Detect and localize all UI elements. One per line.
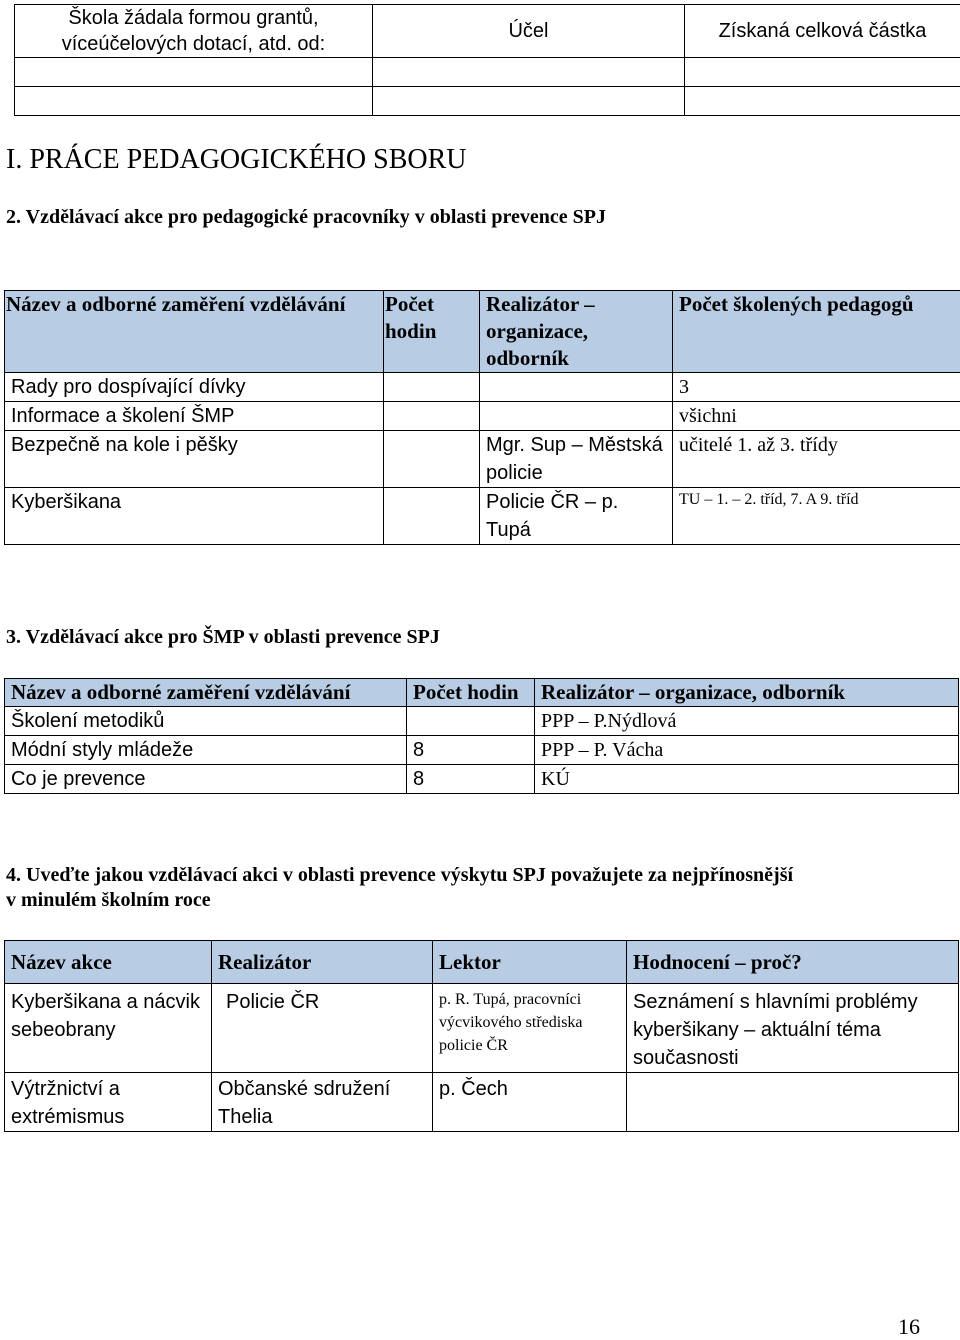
table-row bbox=[5, 707, 959, 736]
grants-header-purpose: Účel bbox=[373, 5, 685, 58]
section2-table bbox=[4, 290, 960, 545]
section2-cell-hours bbox=[384, 488, 480, 545]
section3-cell-name: Co je prevence bbox=[5, 765, 407, 794]
table-row bbox=[5, 488, 960, 545]
section4-cell-evaluation bbox=[627, 1073, 959, 1132]
section3-cell-name: Školení metodiků bbox=[5, 707, 407, 736]
grants-header-row bbox=[15, 5, 960, 58]
section2-title: 2. Vzdělávací akce pro pedagogické pracovníky v oblasti prevence SPJ bbox=[6, 206, 606, 229]
page-number: 16 bbox=[898, 1314, 920, 1340]
table-row bbox=[5, 431, 960, 488]
section3-cell-name: Módní styly mládeže bbox=[5, 736, 407, 765]
section3-table bbox=[4, 678, 959, 794]
section2-cell-count: učitelé 1. až 3. třídy bbox=[673, 431, 960, 488]
grants-cell bbox=[15, 58, 373, 87]
section4-cell-lecturer: p. R. Tupá, pracovníci výcvikového střediska policie ČR bbox=[433, 984, 627, 1073]
section2-header-provider: Realizátor – organizace, odborník bbox=[480, 291, 673, 373]
section2-cell-name: Rady pro dospívající dívky bbox=[5, 373, 384, 402]
section2-cell-provider bbox=[480, 373, 673, 402]
section2-cell-count: všichni bbox=[673, 402, 960, 431]
section2-cell-count: TU – 1. – 2. tříd, 7. A 9. tříd bbox=[673, 488, 960, 545]
section4-cell-provider: Občanské sdružení Thelia bbox=[212, 1073, 433, 1132]
section2-cell-provider: Policie ČR – p. Tupá bbox=[480, 488, 673, 545]
table-row bbox=[5, 1073, 959, 1132]
grants-header-source: Škola žádala formou grantů, víceúčelových dotací, atd. od: bbox=[15, 5, 373, 58]
section4-cell-name: Kyberšikana a nácvik sebeobrany bbox=[5, 984, 212, 1073]
section3-cell-provider: PPP – P.Nýdlová bbox=[535, 707, 959, 736]
section2-cell-name: Kyberšikana bbox=[5, 488, 384, 545]
section3-cell-hours: 8 bbox=[407, 765, 535, 794]
section3-header-provider: Realizátor – organizace, odborník bbox=[535, 679, 959, 707]
table-row bbox=[15, 87, 960, 116]
section4-header-provider: Realizátor bbox=[212, 941, 433, 984]
section4-title-line1: 4. Uveďte jakou vzdělávací akci v oblasti prevence výskytu SPJ považujete za nejpřínosnější bbox=[6, 864, 793, 887]
section2-header-hours: Počet hodin bbox=[384, 291, 480, 373]
table-row bbox=[5, 402, 960, 431]
table-row bbox=[5, 373, 960, 402]
table-row bbox=[5, 984, 959, 1073]
section4-header-name: Název akce bbox=[5, 941, 212, 984]
section2-cell-provider bbox=[480, 402, 673, 431]
section3-header-hours: Počet hodin bbox=[407, 679, 535, 707]
grants-cell bbox=[373, 87, 685, 116]
section3-cell-provider: KÚ bbox=[535, 765, 959, 794]
section4-title-line2: v minulém školním roce bbox=[6, 889, 211, 912]
section3-title: 3. Vzdělávací akce pro ŠMP v oblasti prevence SPJ bbox=[6, 626, 440, 649]
section2-cell-hours bbox=[384, 373, 480, 402]
section4-cell-lecturer: p. Čech bbox=[433, 1073, 627, 1132]
section4-cell-evaluation: Seznámení s hlavními problémy kyberšikany – aktuální téma současnosti bbox=[627, 984, 959, 1073]
section4-cell-name: Výtržnictví a extrémismus bbox=[5, 1073, 212, 1132]
table-row bbox=[5, 765, 959, 794]
section4-header-row bbox=[5, 941, 959, 984]
section3-cell-hours bbox=[407, 707, 535, 736]
section-title: I. PRÁCE PEDAGOGICKÉHO SBORU bbox=[6, 144, 466, 176]
section3-header-name: Název a odborné zaměření vzdělávání bbox=[5, 679, 407, 707]
section2-header-name: Název a odborné zaměření vzdělávání bbox=[5, 291, 384, 373]
section4-table bbox=[4, 940, 959, 1132]
grants-cell bbox=[685, 87, 960, 116]
section4-header-evaluation: Hodnocení – proč? bbox=[627, 941, 959, 984]
section4-cell-provider: Policie ČR bbox=[212, 984, 433, 1073]
grants-cell bbox=[373, 58, 685, 87]
section2-header-row bbox=[5, 291, 960, 373]
section2-cell-provider: Mgr. Sup – Městská policie bbox=[480, 431, 673, 488]
grants-cell bbox=[15, 87, 373, 116]
section3-cell-provider: PPP – P. Vácha bbox=[535, 736, 959, 765]
section3-cell-hours: 8 bbox=[407, 736, 535, 765]
section2-header-count: Počet školených pedagogů bbox=[673, 291, 960, 373]
section2-cell-name: Informace a školení ŠMP bbox=[5, 402, 384, 431]
section2-cell-hours bbox=[384, 402, 480, 431]
section4-header-lecturer: Lektor bbox=[433, 941, 627, 984]
table-row bbox=[5, 736, 959, 765]
table-row bbox=[15, 58, 960, 87]
section2-cell-name: Bezpečně na kole i pěšky bbox=[5, 431, 384, 488]
grants-table bbox=[14, 4, 960, 116]
grants-cell bbox=[685, 58, 960, 87]
section3-header-row bbox=[5, 679, 959, 707]
grants-header-amount: Získaná celková částka bbox=[685, 5, 960, 58]
section2-cell-count: 3 bbox=[673, 373, 960, 402]
section2-cell-hours bbox=[384, 431, 480, 488]
